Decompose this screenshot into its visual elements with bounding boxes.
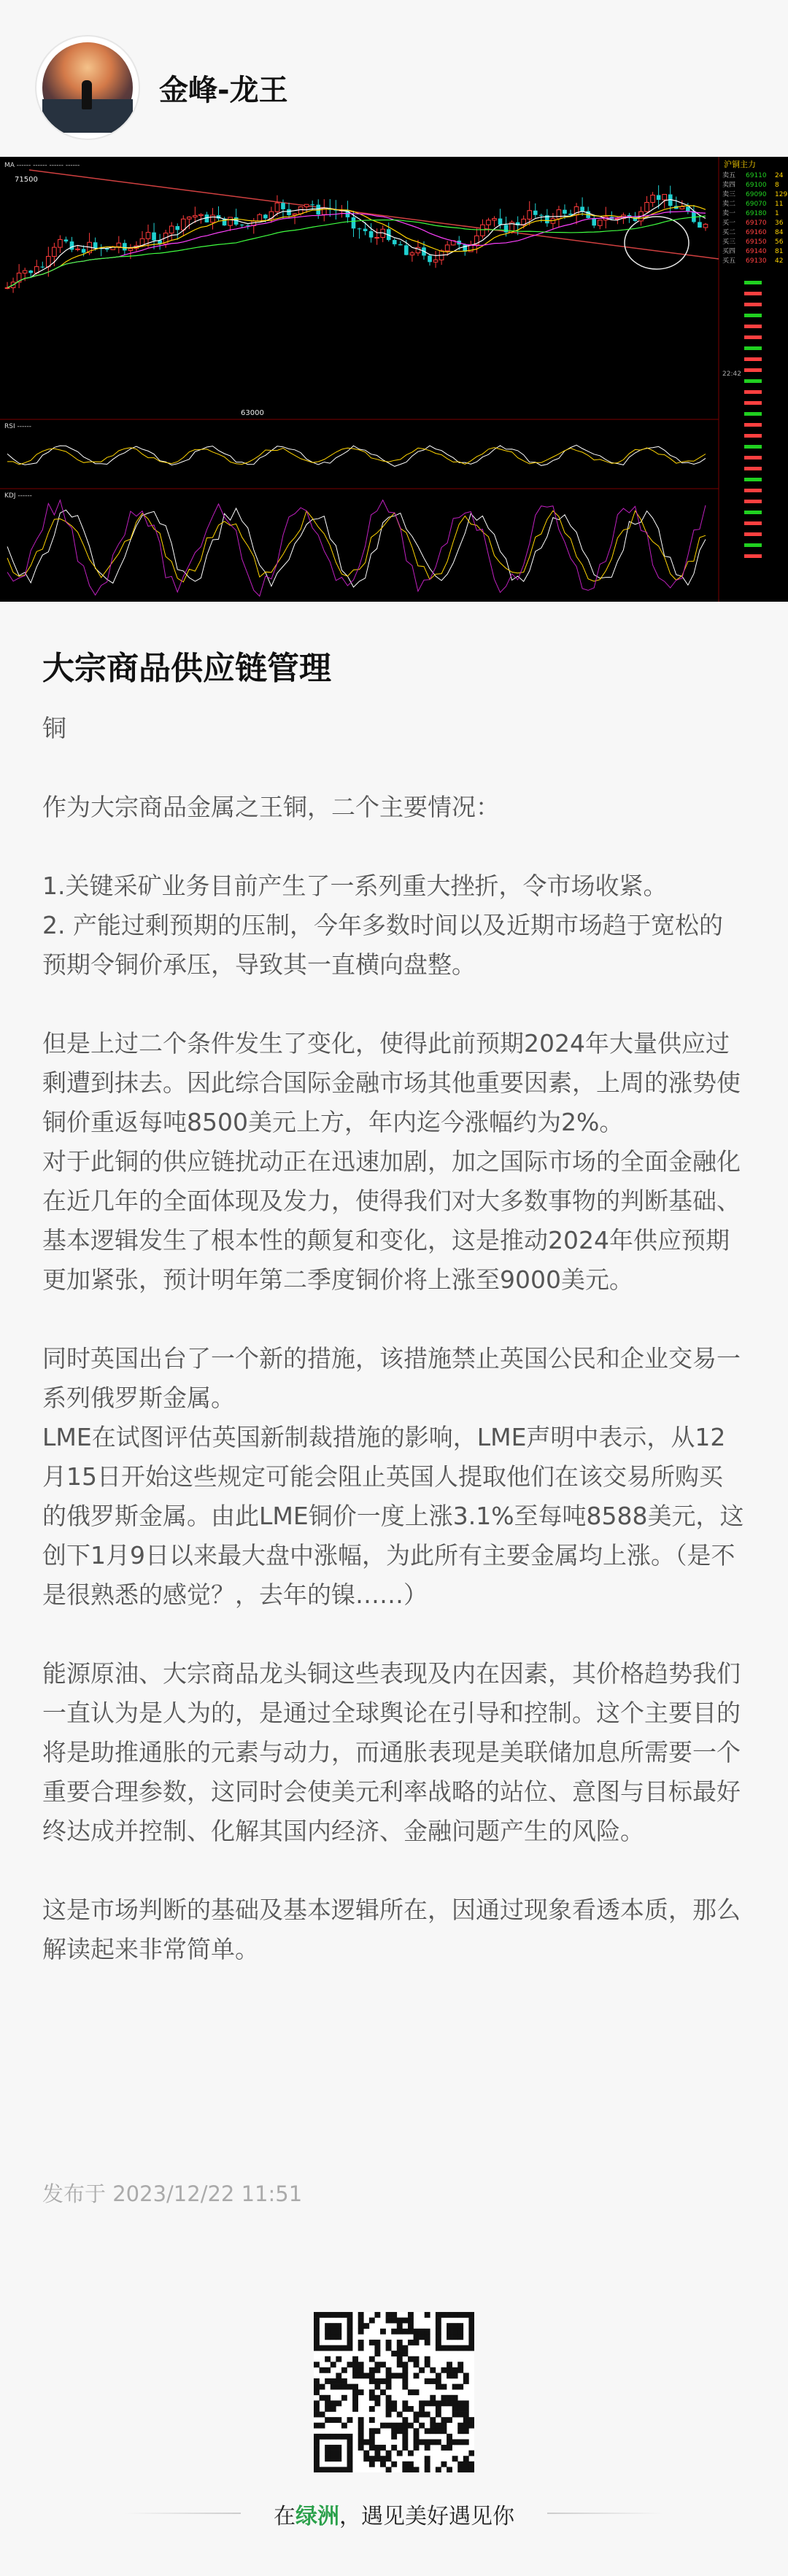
tick-cell bbox=[744, 357, 762, 361]
article-body bbox=[42, 709, 746, 1969]
ma40-line bbox=[7, 216, 706, 287]
quote-v: 69110 bbox=[746, 172, 767, 179]
quote-v: 69160 bbox=[746, 229, 767, 236]
tick-cell bbox=[744, 456, 762, 459]
article-title: 大宗商品供应链管理 bbox=[42, 650, 331, 687]
quote-k: 买二 bbox=[722, 229, 736, 236]
quote-n: 24 bbox=[775, 172, 784, 179]
candle-body bbox=[40, 267, 45, 268]
svg-text:KDJ ------: KDJ ------ bbox=[4, 492, 32, 500]
quote-row bbox=[722, 190, 787, 198]
candle-body bbox=[568, 214, 573, 215]
kdj-k-line bbox=[7, 508, 706, 587]
quote-k: 卖五 bbox=[722, 172, 736, 179]
candle-body bbox=[58, 239, 63, 247]
tick-cell bbox=[744, 379, 762, 383]
kdj-d-line bbox=[7, 511, 706, 582]
trend-line bbox=[29, 170, 719, 259]
quote-row bbox=[722, 171, 784, 179]
quote-n: 8 bbox=[775, 182, 779, 189]
candle-body bbox=[428, 255, 432, 262]
candle-body bbox=[181, 219, 185, 230]
post-image-kline-chart[interactable] bbox=[0, 157, 788, 602]
candle-body bbox=[498, 219, 503, 225]
quote-n: 42 bbox=[775, 257, 784, 265]
quote-v: 69150 bbox=[746, 238, 767, 246]
tick-cell bbox=[744, 500, 762, 503]
candle-body bbox=[304, 204, 309, 206]
candle-body bbox=[23, 271, 27, 273]
candle-body bbox=[580, 206, 584, 211]
quote-n: 84 bbox=[775, 229, 784, 236]
candle-body bbox=[563, 210, 567, 214]
candle-body bbox=[481, 225, 485, 236]
candle-body bbox=[263, 214, 268, 218]
tick-cell bbox=[744, 478, 762, 481]
quote-n: 1 bbox=[775, 210, 779, 217]
footer-suffix: ，遇见美好遇见你 bbox=[339, 2504, 514, 2529]
tick-cell bbox=[744, 303, 762, 306]
article-paragraph: 1.关键采矿业务目前产生了一系列重大挫折，令市场收紧。 2. 产能过剩预期的压制，今年多数时间以及近期市场趋于宽松的预期令铜价承压，导致其一直横向盘整。 bbox=[42, 872, 723, 979]
candle-body bbox=[123, 243, 127, 250]
paragraph-gap bbox=[42, 1615, 746, 1654]
candle-body bbox=[146, 233, 150, 239]
quote-n: 56 bbox=[775, 238, 784, 246]
paragraph-gap bbox=[42, 1851, 746, 1890]
candle-body bbox=[117, 243, 121, 247]
article-paragraph: 这是市场判断的基础及基本逻辑所在，因通过现象看透本质，那么解读起来非常简单。 bbox=[42, 1896, 741, 1963]
tick-cell bbox=[744, 423, 762, 427]
tick-cell bbox=[744, 521, 762, 525]
quote-row bbox=[722, 228, 784, 236]
candle-body bbox=[275, 203, 279, 212]
symbol-label: 沪铜主力 bbox=[724, 160, 756, 169]
quote-k: 买四 bbox=[722, 248, 736, 255]
author-avatar[interactable] bbox=[36, 36, 139, 139]
price-high-label: 71500 bbox=[15, 176, 38, 184]
article-paragraph: 能源原油、大宗商品龙头铜这些表现及内在因素，其价格趋势我们一直认为是人为的，是通过全球舆论在引导和控制。这个主要目的将是助推通胀的元素与动力，而通胀表现是美联储加息所需要一个重要合理参数，这同时会使美元利率战略的站位、意图与目标最好终达成并控制、化解其国内经济、金融问题产生的风险。 bbox=[42, 1659, 741, 1845]
tick-cell bbox=[744, 346, 762, 350]
candle-body bbox=[64, 239, 69, 241]
quote-v: 69170 bbox=[746, 220, 767, 227]
candle-body bbox=[410, 253, 414, 255]
candle-body bbox=[93, 242, 98, 248]
candle-body bbox=[398, 244, 403, 245]
tick-cell bbox=[744, 467, 762, 470]
candle-body bbox=[287, 209, 291, 215]
tick-cell bbox=[744, 554, 762, 558]
footer-brand: 绿洲 bbox=[296, 2504, 339, 2529]
author-name[interactable]: 金峰-龙王 bbox=[159, 74, 288, 107]
candle-body bbox=[492, 219, 497, 220]
kline-chart-svg bbox=[0, 157, 788, 602]
tick-cell bbox=[744, 281, 762, 284]
candle-body bbox=[352, 217, 356, 228]
candle-body bbox=[28, 271, 33, 273]
svg-text:RSI ------: RSI ------ bbox=[4, 423, 31, 430]
footer-divider-left bbox=[124, 2513, 241, 2514]
candle-body bbox=[369, 231, 374, 238]
candle-body bbox=[487, 220, 491, 225]
candle-body bbox=[393, 240, 397, 244]
candle-body bbox=[298, 207, 303, 214]
candle-body bbox=[187, 217, 191, 220]
quote-n: 36 bbox=[775, 220, 784, 227]
candle-body bbox=[358, 228, 362, 229]
candle-body bbox=[533, 211, 538, 215]
candle-body bbox=[53, 247, 57, 256]
paragraph-gap bbox=[42, 1300, 746, 1339]
candle-body bbox=[246, 225, 250, 226]
quote-k: 卖二 bbox=[722, 201, 736, 208]
candle-body bbox=[258, 214, 262, 221]
tick-cell bbox=[744, 314, 762, 317]
footer-slogan bbox=[0, 2498, 788, 2527]
candle-body bbox=[404, 245, 409, 255]
candle-body bbox=[663, 194, 667, 199]
tick-cell bbox=[744, 445, 762, 449]
candle-body bbox=[152, 233, 156, 241]
candle-body bbox=[445, 245, 449, 251]
svg-text:MA ------ ------ ------ ------: MA ------ ------ ------ ------ bbox=[4, 162, 80, 169]
candle-body bbox=[651, 195, 655, 203]
candle-body bbox=[228, 217, 233, 225]
publish-time: 发布于 2023/12/22 11:51 bbox=[42, 2181, 303, 2206]
quote-k: 买五 bbox=[722, 257, 736, 265]
footer-prefix: 在 bbox=[274, 2504, 296, 2529]
tick-cell bbox=[744, 412, 762, 416]
time-label: 22:42 bbox=[722, 371, 741, 378]
quote-v: 69100 bbox=[746, 182, 767, 189]
candle-body bbox=[281, 203, 285, 209]
tick-cell bbox=[744, 532, 762, 536]
quote-n: 11 bbox=[775, 201, 784, 208]
tick-cell bbox=[744, 401, 762, 405]
quote-row bbox=[722, 238, 784, 246]
tick-cell bbox=[744, 489, 762, 492]
article-paragraph: 铜 bbox=[42, 714, 66, 742]
candle-body bbox=[657, 195, 661, 200]
tick-cell bbox=[744, 434, 762, 438]
tick-cell bbox=[744, 511, 762, 514]
candle-body bbox=[175, 226, 179, 230]
quote-row bbox=[722, 219, 784, 227]
tick-cell bbox=[744, 292, 762, 295]
candle-body bbox=[703, 224, 708, 228]
quote-v: 69070 bbox=[746, 201, 767, 208]
paragraph-gap bbox=[42, 827, 746, 866]
candle-body bbox=[598, 220, 602, 226]
kdj-j-line bbox=[7, 500, 706, 597]
quote-v: 69090 bbox=[746, 191, 767, 198]
article-paragraph: 作为大宗商品金属之王铜，二个主要情况： bbox=[42, 793, 500, 821]
candle-body bbox=[70, 241, 74, 249]
quote-k: 卖四 bbox=[722, 182, 736, 189]
qr-code bbox=[314, 2312, 474, 2472]
tick-cell bbox=[744, 390, 762, 394]
quote-n: 81 bbox=[775, 248, 784, 255]
footer-divider-right bbox=[547, 2513, 664, 2514]
candle-body bbox=[169, 226, 174, 233]
candle-body bbox=[592, 218, 596, 225]
candle-body bbox=[645, 203, 649, 212]
quote-k: 卖一 bbox=[722, 210, 736, 217]
candle-body bbox=[5, 287, 9, 288]
candle-body bbox=[504, 225, 509, 232]
paragraph-gap bbox=[42, 985, 746, 1024]
quote-k: 买三 bbox=[722, 238, 736, 246]
candle-body bbox=[363, 229, 368, 231]
candle-body bbox=[82, 249, 86, 252]
candle-body bbox=[698, 222, 702, 228]
article-paragraph: 但是上过二个条件发生了变化，使得此前预期2024年大量供应过剩遭到抹去。因此综合国际金融市场其他重要因素，上周的涨势使铜价重返每吨8500美元上方，年内迄今涨幅约为2%。 对于此铜的供应链扰动正在迅速加剧，加之国际市场的全面金融化在近几年的全面体现及发力，使得我们对大多数事物的判断基础、基本逻辑发生了根本性的颠复和变化，这是推动2024年供应预期更加紧张，预计明年第二季度铜价将上涨至9000美元。 bbox=[42, 1029, 741, 1294]
candle-body bbox=[193, 216, 198, 217]
post-header bbox=[0, 0, 788, 157]
tick-cell bbox=[744, 335, 762, 339]
quote-k: 买一 bbox=[722, 220, 736, 227]
price-low-label: 63000 bbox=[241, 409, 264, 417]
quote-k: 卖三 bbox=[722, 191, 736, 198]
candle-body bbox=[433, 260, 438, 262]
candle-body bbox=[557, 210, 561, 219]
candle-body bbox=[199, 214, 204, 215]
tick-cell bbox=[744, 368, 762, 372]
tick-cell bbox=[744, 543, 762, 547]
candle-body bbox=[692, 211, 696, 222]
tick-cell bbox=[744, 325, 762, 328]
candle-body bbox=[211, 215, 215, 222]
quote-n: 129 bbox=[775, 191, 788, 198]
quote-v: 69180 bbox=[746, 210, 767, 217]
highlight-circle bbox=[625, 217, 689, 269]
candle-body bbox=[310, 204, 314, 205]
quote-v: 69140 bbox=[746, 248, 767, 255]
paragraph-gap bbox=[42, 748, 746, 788]
candle-body bbox=[680, 206, 684, 209]
candle-body bbox=[539, 215, 544, 216]
candle-body bbox=[128, 249, 133, 251]
candle-body bbox=[528, 211, 532, 220]
quote-v: 69130 bbox=[746, 257, 767, 265]
article-paragraph: 同时英国出台了一个新的措施，该措施禁止英国公民和企业交易一系列俄罗斯金属。 LME在试图评估英国新制裁措施的影响，LME声明中表示，从12月15日开始这些规定可能会阻止英国人提取他们在该交易所购买的俄罗斯金属。由此LME铜价一度上涨3.1%至每吨8588美元，这创下1月9日以来最大盘中涨幅，为此所有主要金属均上涨。（是不是很熟悉的感觉？，去年的镍……） bbox=[42, 1344, 744, 1609]
